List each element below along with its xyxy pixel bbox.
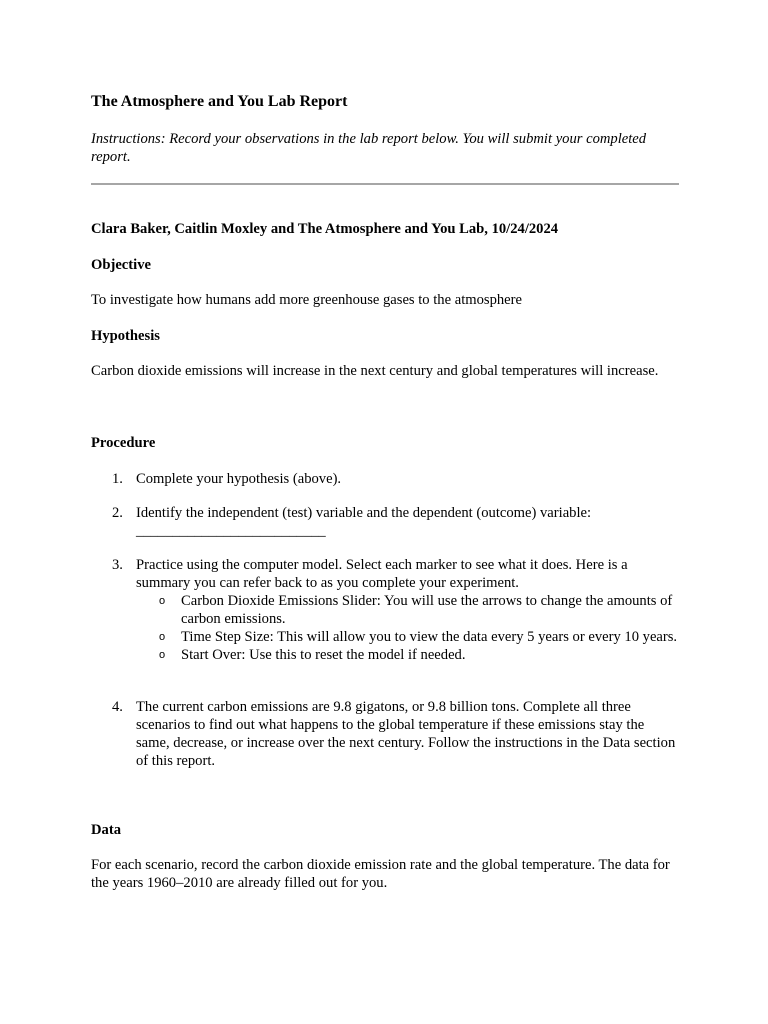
sub-bullet-text: Carbon Dioxide Emissions Slider: You will use the arrows to change the amounts of carbon emissions. xyxy=(181,593,673,627)
sub-bullet-emissions-slider xyxy=(136,592,679,628)
sub-bullet-time-step xyxy=(136,628,679,646)
procedure-step-4 xyxy=(91,698,679,770)
objective-text: To investigate how humans add more greenhouse gases to the atmosphere xyxy=(91,292,522,308)
bullet-marker: o xyxy=(159,595,166,607)
document-page xyxy=(91,92,679,892)
instructions-text: Instructions: Record your observations in the lab report below. You will submit your completed report. xyxy=(91,131,647,165)
horizontal-divider xyxy=(91,183,679,185)
objective-heading: Objective xyxy=(91,257,151,273)
procedure-step-3 xyxy=(91,556,679,664)
step-text: Identify the independent (test) variable and the dependent (outcome) variable: xyxy=(136,505,592,521)
document-title: The Atmosphere and You Lab Report xyxy=(91,93,348,110)
step-number: 3. xyxy=(112,557,123,573)
answer-blank-line: __________________________ xyxy=(136,523,326,539)
step-text: The current carbon emissions are 9.8 gigatons, or 9.8 billion tons. Complete all three scenarios to find out what happens to the global temperature if these emissions stay the same, decrease, or increase over the next century. Follow the instructions in the Data section of this report. xyxy=(136,699,676,769)
authors-line: Clara Baker, Caitlin Moxley and The Atmosphere and You Lab, 10/24/2024 xyxy=(91,221,559,237)
procedure-steps-list xyxy=(91,470,679,770)
step-text: Practice using the computer model. Select each marker to see what it does. Here is a summary you can refer back to as you complete your experiment. xyxy=(136,557,628,591)
step-number: 2. xyxy=(112,505,123,521)
hypothesis-heading: Hypothesis xyxy=(91,328,160,344)
model-controls-list xyxy=(136,592,679,664)
sub-bullet-text: Time Step Size: This will allow you to view the data every 5 years or every 10 years. xyxy=(181,629,678,645)
step-number: 4. xyxy=(112,699,123,715)
procedure-step-1 xyxy=(91,470,679,488)
data-heading: Data xyxy=(91,822,121,838)
bullet-marker: o xyxy=(159,631,166,643)
sub-bullet-text: Start Over: Use this to reset the model if needed. xyxy=(181,647,466,663)
bullet-marker: o xyxy=(159,649,166,661)
procedure-heading: Procedure xyxy=(91,435,156,451)
sub-bullet-start-over xyxy=(136,646,679,664)
data-text: For each scenario, record the carbon dioxide emission rate and the global temperature. The data for the years 1960–2010 are already filled out for you. xyxy=(91,857,670,891)
step-number: 1. xyxy=(112,471,123,487)
procedure-step-2 xyxy=(91,504,679,540)
step-text: Complete your hypothesis (above). xyxy=(136,471,342,487)
hypothesis-text: Carbon dioxide emissions will increase in the next century and global temperatures will increase. xyxy=(91,363,659,379)
